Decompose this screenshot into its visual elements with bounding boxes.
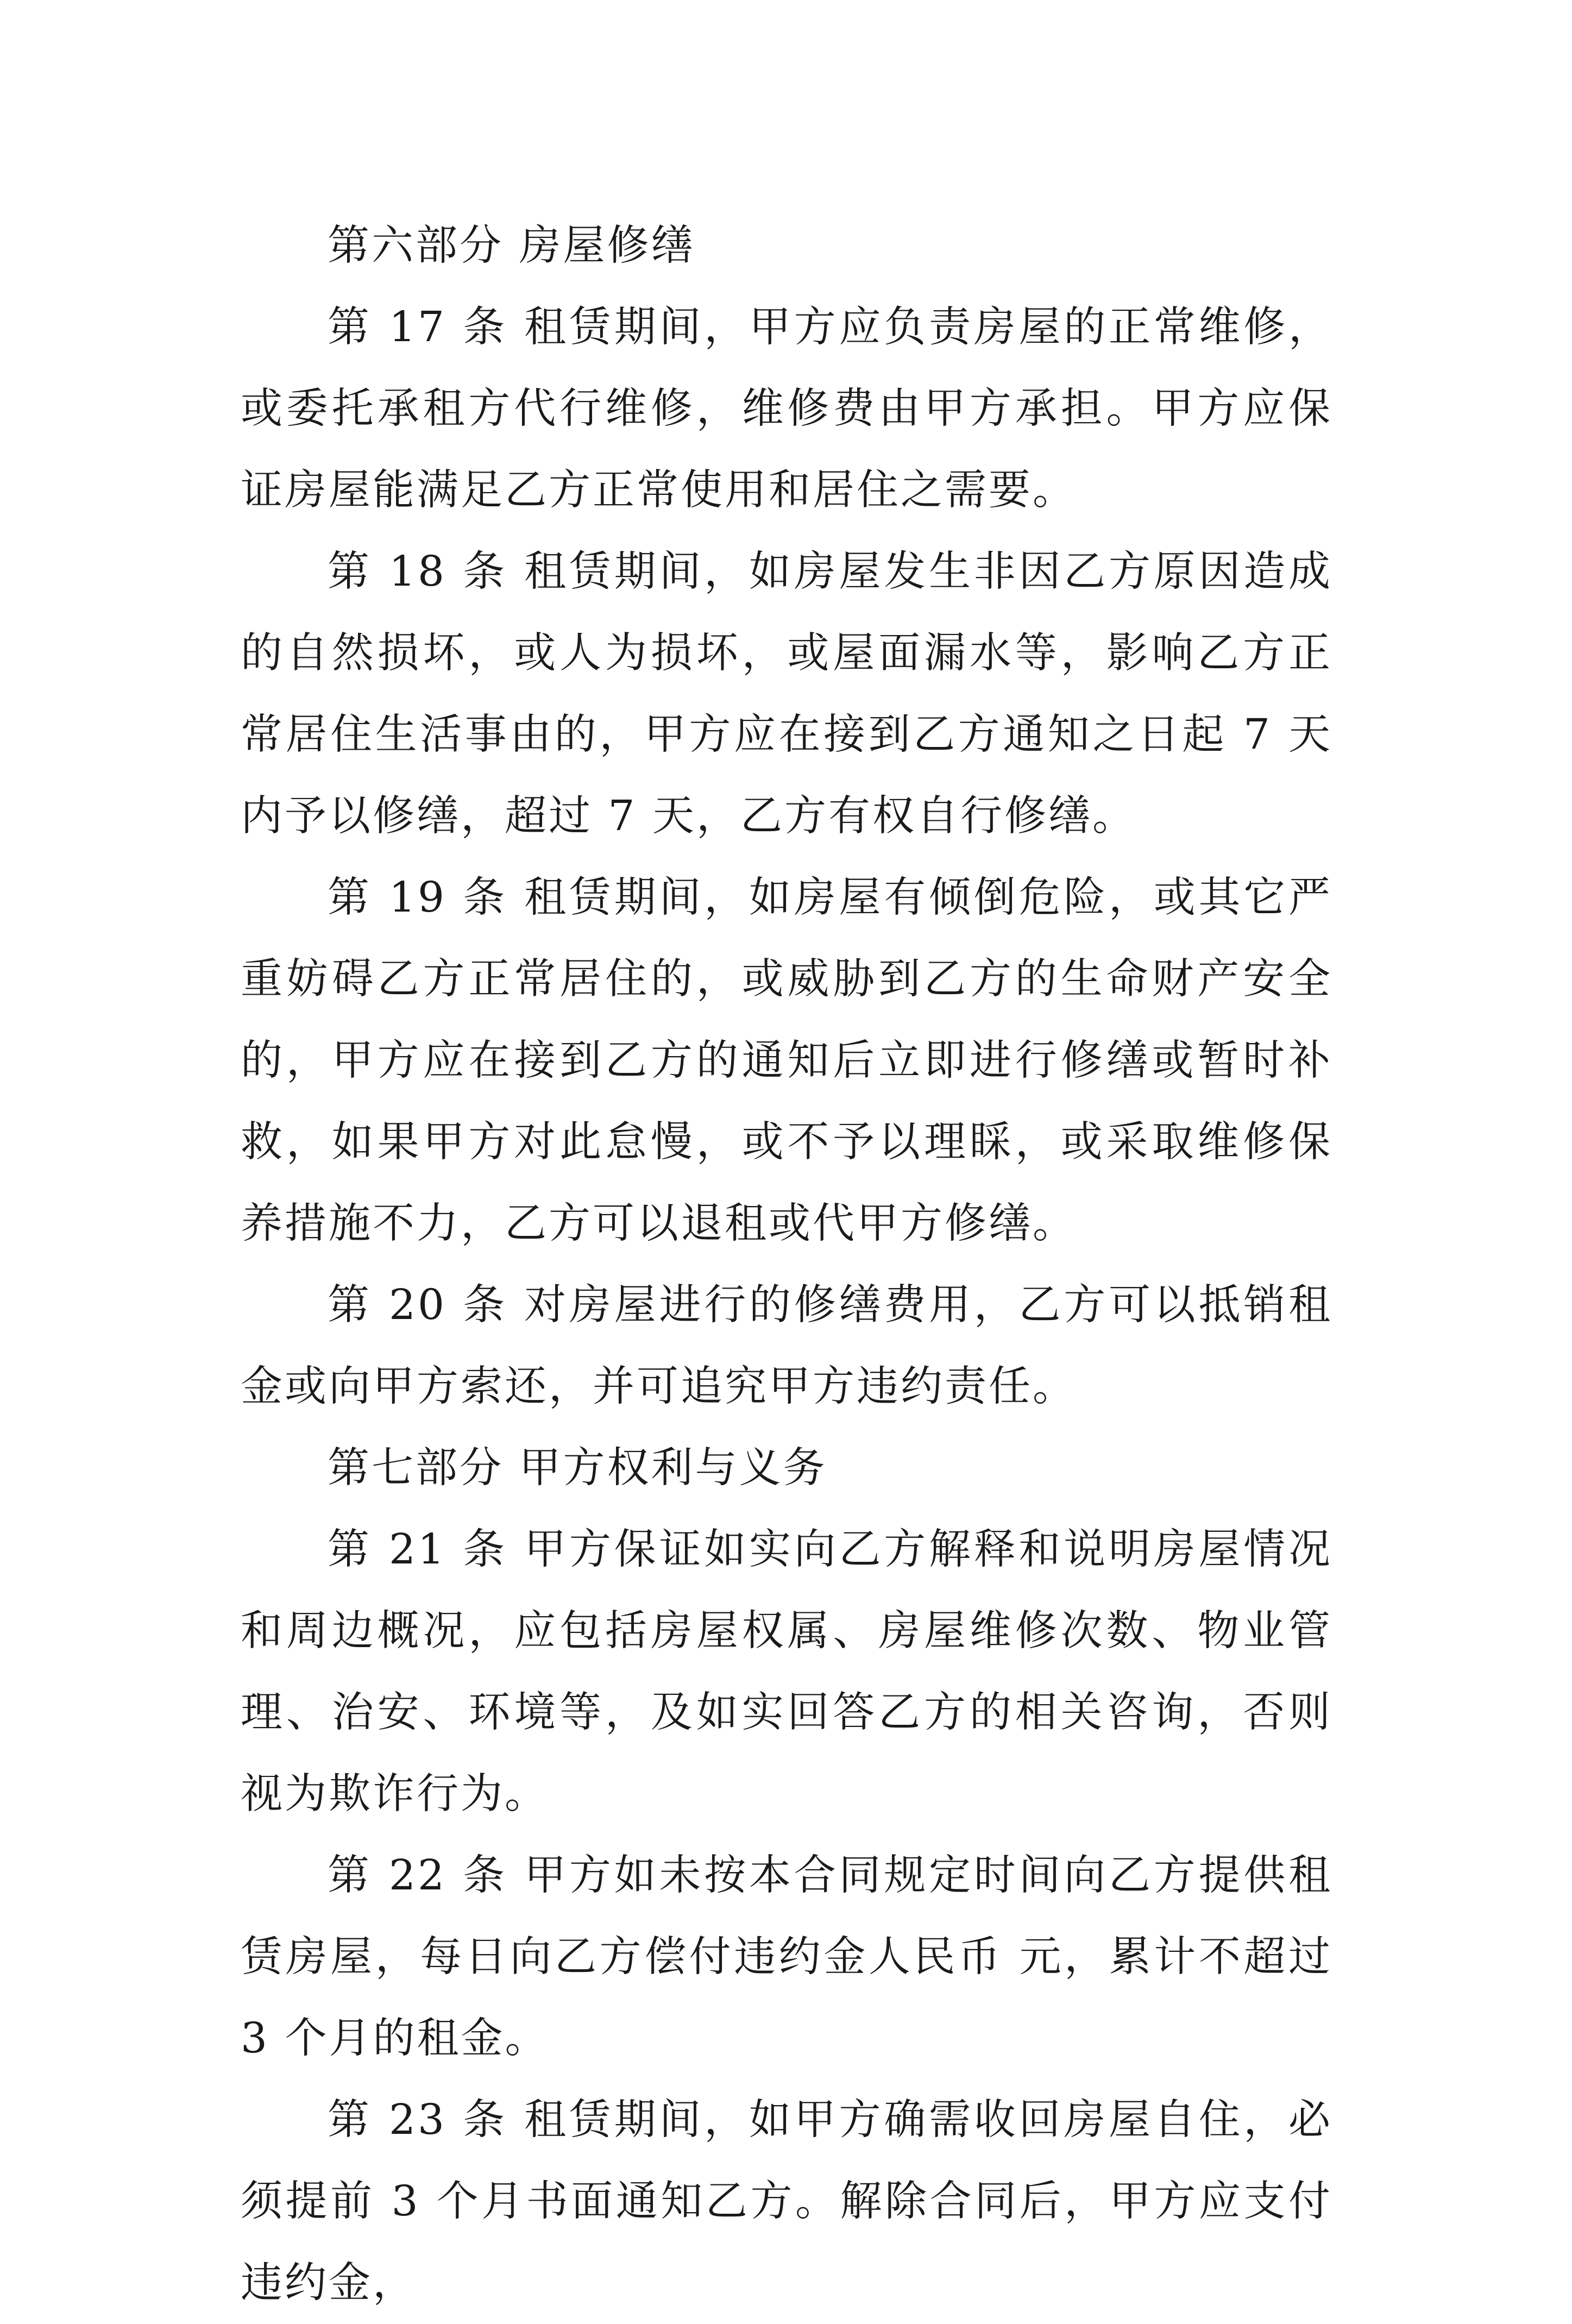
clause-22: 第 22 条 甲方如未按本合同规定时间向乙方提供租赁房屋，每日向乙方偿付违约金人民币 元，累计不超过 3 个月的租金。: [241, 1851, 1332, 2063]
clause-17: 第 17 条 租赁期间，甲方应负责房屋的正常维修，或委托承租方代行维修，维修费由甲方承担。甲方应保证房屋能满足乙方正常使用和居住之需要。: [241, 303, 1332, 514]
clause-20: 第 20 条 对房屋进行的修缮费用，乙方可以抵销租金或向甲方索还，并可追究甲方违约责任。: [241, 1281, 1332, 1411]
document-body: [241, 205, 1332, 2324]
clause-19: 第 19 条 租赁期间，如房屋有倾倒危险，或其它严重妨碍乙方正常居住的，或威胁到乙方的生命财产安全的，甲方应在接到乙方的通知后立即进行修缮或暂时补救，如果甲方对此怠慢，或不予以理睬，或采取维修保养措施不力，乙方可以退租或代甲方修缮。: [241, 874, 1332, 1248]
section-heading-part-6: 第六部分 房屋修缮: [328, 222, 695, 270]
clause-21: 第 21 条 甲方保证如实向乙方解释和说明房屋情况和周边概况，应包括房屋权属、房屋维修次数、物业管理、治安、环境等，及如实回答乙方的相关咨询，否则视为欺诈行为。: [241, 1525, 1332, 1818]
clause-18: 第 18 条 租赁期间，如房屋发生非因乙方原因造成的自然损坏，或人为损坏，或屋面漏水等，影响乙方正常居住生活事由的，甲方应在接到乙方通知之日起 7 天内予以修缮，超过 7 天，乙方有权自行修缮。: [241, 548, 1332, 840]
clause-23: 第 23 条 租赁期间，如甲方确需收回房屋自住，必须提前 3 个月书面通知乙方。解除合同后，甲方应支付违约金，: [241, 2096, 1332, 2307]
section-heading-part-7: 第七部分 甲方权利与义务: [328, 1444, 827, 1492]
